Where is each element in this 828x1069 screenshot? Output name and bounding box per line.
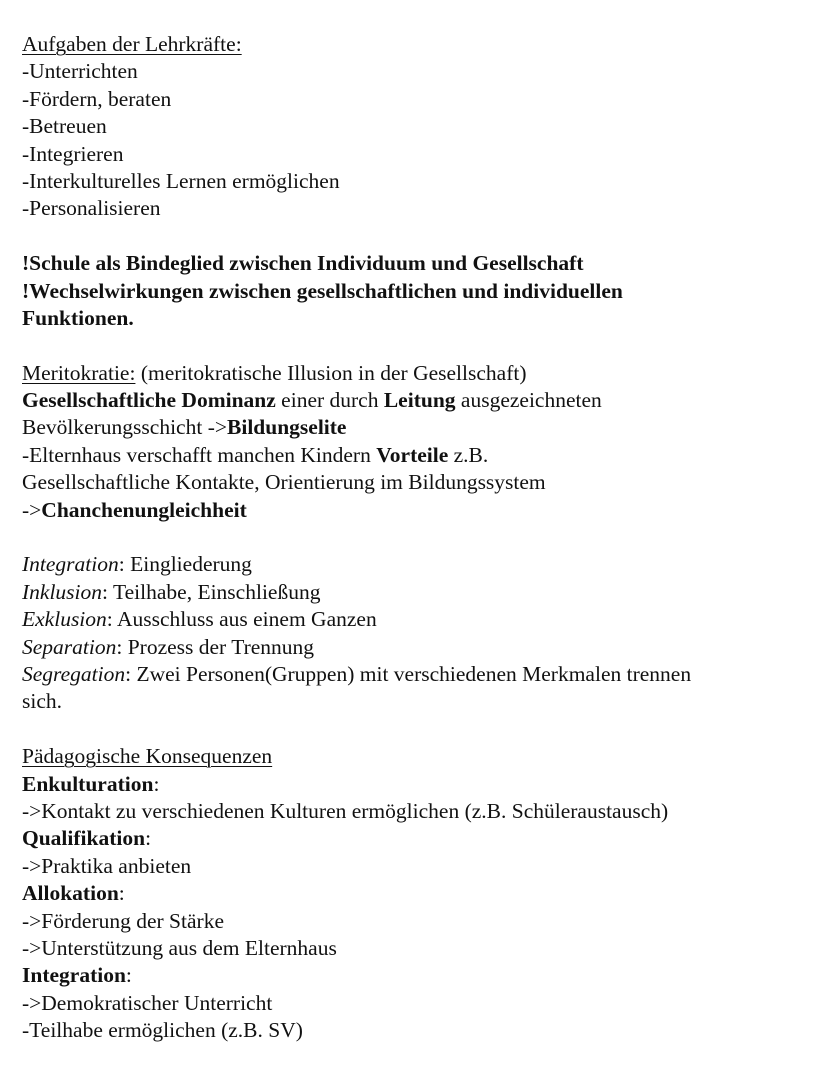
consequence-title xyxy=(22,771,812,798)
definition-text: : Prozess der Trennung xyxy=(116,634,315,659)
definition-term: Integration xyxy=(22,552,119,577)
meritocracy-line-6 xyxy=(22,497,812,524)
meritocracy-bold-leitung: Leitung xyxy=(383,388,456,413)
meritocracy-text: Bevölkerungsschicht -> xyxy=(22,415,227,440)
meritocracy-bold-inequality: Chanchenungleichheit xyxy=(41,497,247,522)
meritocracy-line-3 xyxy=(22,414,812,441)
definition-continuation: sich. xyxy=(22,689,63,714)
definition-item xyxy=(22,551,812,578)
meritocracy-line-4 xyxy=(22,442,812,469)
consequence-item: ->Unterstützung aus dem Elternhaus xyxy=(22,935,337,960)
spacer xyxy=(22,332,812,359)
meritocracy-bold-vorteile: Vorteile xyxy=(376,442,449,467)
task-item: -Fördern, beraten xyxy=(22,86,172,111)
consequence-colon: : xyxy=(118,881,125,906)
meritocracy-text: -Elternhaus verschafft manchen Kindern xyxy=(22,442,377,467)
definition-term: Exklusion xyxy=(22,607,107,632)
meritocracy-heading-note: (meritokratische Illusion in der Gesellschaft) xyxy=(135,360,527,385)
spacer xyxy=(22,716,812,743)
definition-item xyxy=(22,634,812,661)
meritocracy-text: einer durch xyxy=(275,388,384,413)
meritocracy-text: z.B. xyxy=(448,442,489,467)
task-item: -Integrieren xyxy=(22,141,124,166)
meritocracy-arrow: -> xyxy=(22,497,42,522)
consequence-item: ->Praktika anbieten xyxy=(22,853,192,878)
school-note-3: Funktionen. xyxy=(22,305,134,330)
document-page xyxy=(22,31,812,1044)
task-item: -Personalisieren xyxy=(22,196,161,221)
definition-term: Inklusion xyxy=(22,579,103,604)
definition-text: : Ausschluss aus einem Ganzen xyxy=(106,607,377,632)
meritocracy-text: ausgezeichneten xyxy=(455,388,602,413)
task-item: -Betreuen xyxy=(22,114,107,139)
definition-text: : Teilhabe, Einschließung xyxy=(102,579,321,604)
task-item: -Interkulturelles Lernen ermöglichen xyxy=(22,168,340,193)
consequence-item: -Teilhabe ermöglichen (z.B. SV) xyxy=(22,1018,303,1043)
consequence-title-text: Allokation xyxy=(22,881,119,906)
meritocracy-bold-elite: Bildungselite xyxy=(227,415,347,440)
consequence-title-text: Qualifikation xyxy=(22,826,146,851)
consequences-heading: Pädagogische Konsequenzen xyxy=(22,744,273,769)
definition-text: : Eingliederung xyxy=(118,552,252,577)
consequence-title-text: Integration xyxy=(22,963,126,988)
definition-item xyxy=(22,579,812,606)
consequence-colon: : xyxy=(125,963,132,988)
consequence-title xyxy=(22,880,812,907)
consequence-item: ->Kontakt zu verschiedenen Kulturen ermöglichen (z.B. Schüleraustausch) xyxy=(22,798,669,823)
definition-text: : Zwei Personen(Gruppen) mit verschiedenen Merkmalen trennen xyxy=(125,661,692,686)
meritocracy-line-5: Gesellschaftliche Kontakte, Orientierung im Bildungssystem xyxy=(22,470,546,495)
definition-item xyxy=(22,606,812,633)
meritocracy-heading-line xyxy=(22,360,812,387)
task-item: -Unterrichten xyxy=(22,59,138,84)
consequence-colon: : xyxy=(145,826,152,851)
meritocracy-heading: Meritokratie: xyxy=(22,360,136,385)
definition-item xyxy=(22,661,812,688)
consequence-item: ->Demokratischer Unterricht xyxy=(22,990,273,1015)
school-note-1: !Schule als Bindeglied zwischen Individuum und Gesellschaft xyxy=(22,251,584,276)
spacer xyxy=(22,223,812,250)
meritocracy-bold-dominance: Gesellschaftliche Dominanz xyxy=(22,388,276,413)
definition-term: Segregation xyxy=(22,661,126,686)
consequence-title xyxy=(22,825,812,852)
consequence-title xyxy=(22,962,812,989)
definition-term: Separation xyxy=(22,634,117,659)
spacer xyxy=(22,524,812,551)
consequence-title-text: Enkulturation xyxy=(22,771,154,796)
consequence-item: ->Förderung der Stärke xyxy=(22,908,224,933)
meritocracy-line-2 xyxy=(22,387,812,414)
consequence-colon: : xyxy=(153,771,160,796)
tasks-heading: Aufgaben der Lehrkräfte: xyxy=(22,32,242,56)
school-note-2: !Wechselwirkungen zwischen gesellschaftlichen und individuellen xyxy=(22,278,623,303)
